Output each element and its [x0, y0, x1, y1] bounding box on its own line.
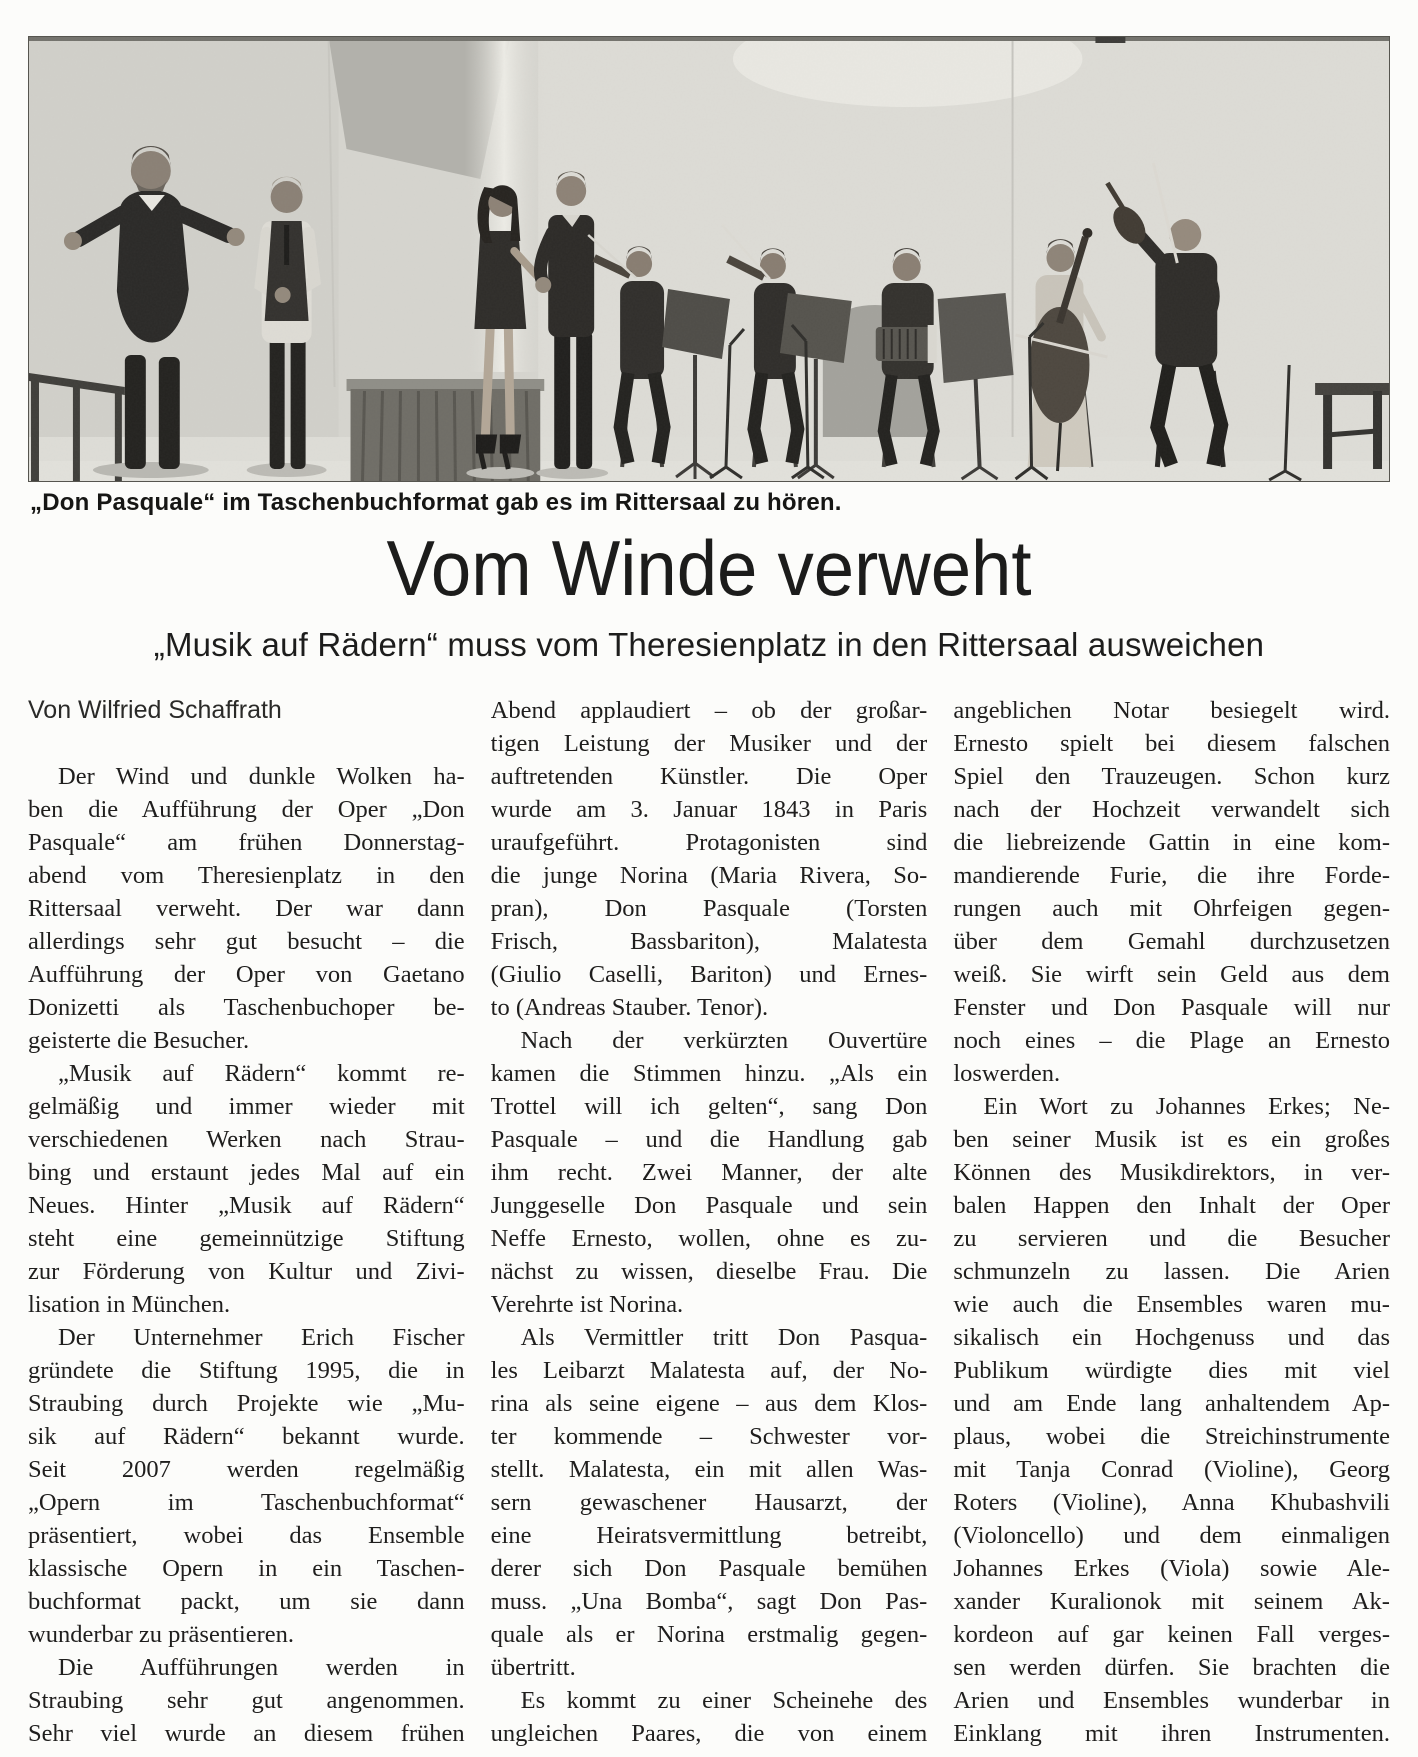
paragraph	[28, 1321, 465, 1651]
text-line: geisterte die Besucher.	[28, 1027, 250, 1054]
paragraph	[953, 694, 1390, 1090]
text-line: Junggeselle Don Pasquale und sein	[490, 1192, 928, 1219]
text-line: sikalisch ein Hochgenuss und das	[953, 1324, 1390, 1351]
text-line: Verehrte ist Norina.	[490, 1291, 684, 1318]
text-line: sik auf Rädern“ bekannt wurde.	[28, 1423, 465, 1450]
text-line: pran), Don Pasquale (Torsten	[490, 895, 928, 922]
text-line: Rittersaal verweht. Der war dann	[28, 895, 465, 922]
article-photo	[28, 36, 1390, 482]
text-line: Roters (Violine), Anna Khubashvili	[953, 1489, 1390, 1516]
text-line: Einklang mit ihren Instrumenten.	[953, 1720, 1390, 1747]
text-line: (Violoncello) und dem einmaligen	[953, 1522, 1390, 1549]
text-line: rungen auch mit Ohrfeigen gegen-	[953, 895, 1390, 922]
text-line: weiß. Sie wirft sein Geld aus dem	[953, 961, 1390, 988]
text-line: Trottel will ich gelten“, sang Don	[490, 1093, 928, 1120]
text-line: Können des Musikdirektors, in ver-	[953, 1159, 1390, 1186]
photo-caption: „Don Pasquale“ im Taschenbuchformat gab es im Rittersaal zu hören.	[30, 489, 842, 516]
text-line: Arien und Ensembles wunderbar in	[953, 1687, 1390, 1714]
paragraph	[491, 1321, 928, 1684]
text-line: derer sich Don Pasquale bemühen	[490, 1555, 928, 1582]
text-line: Als Vermittler tritt Don Pasqua-	[520, 1324, 928, 1351]
text-line: tigen Leistung der Musiker und der	[490, 730, 928, 757]
text-line: lisation in München.	[28, 1291, 231, 1318]
text-line: Frisch, Bassbariton), Malatesta	[490, 928, 928, 955]
text-line: eine Heiratsvermittlung betreibt,	[490, 1522, 928, 1549]
paragraph	[28, 1057, 465, 1321]
text-line: gelmäßig und immer wieder mit	[28, 1093, 465, 1120]
text-line: rina als seine eigene – aus dem Klos-	[490, 1390, 928, 1417]
text-line: ungleichen Paares, die von einem	[490, 1720, 928, 1747]
paragraph	[953, 1090, 1390, 1750]
text-line: mit Tanja Conrad (Violine), Georg	[953, 1456, 1390, 1483]
text-line: Der Wind und dunkle Wolken ha-	[58, 763, 465, 790]
text-line: Neffe Ernesto, wollen, ohne es zu-	[490, 1225, 928, 1252]
paragraph	[28, 1651, 465, 1750]
text-line: wunderbar zu präsentieren.	[28, 1621, 294, 1648]
text-line: plaus, wobei die Streichinstrumente	[953, 1423, 1390, 1450]
text-line: die liebreizende Gattin in eine kom-	[953, 829, 1390, 856]
paragraph	[491, 694, 928, 1024]
text-line: balen Happen den Inhalt der Oper	[953, 1192, 1390, 1219]
article-body	[28, 694, 1390, 1757]
text-line: wie auch die Ensembles waren mu-	[953, 1291, 1390, 1318]
text-line: Straubing durch Projekte wie „Mu-	[28, 1390, 465, 1417]
text-line: „Musik auf Rädern“ kommt re-	[58, 1060, 465, 1087]
text-line: uraufgeführt. Protagonisten sind	[490, 829, 928, 856]
text-line: Ein Wort zu Johannes Erkes; Ne-	[983, 1093, 1390, 1120]
text-line: sen werden dürfen. Sie brachten die	[953, 1654, 1390, 1681]
text-line: les Leibarzt Malatesta auf, der No-	[490, 1357, 928, 1384]
text-line: übertritt.	[490, 1654, 576, 1681]
text-line: Ernesto spielt bei diesem falschen	[953, 730, 1390, 757]
text-line: quale als er Norina erstmalig gegen-	[490, 1621, 928, 1648]
text-line: Fenster und Don Pasquale will nur	[953, 994, 1390, 1021]
text-line: loswerden.	[953, 1060, 1061, 1087]
text-line: Spiel den Trauzeugen. Schon kurz	[953, 763, 1390, 790]
byline	[28, 694, 465, 727]
paragraph	[28, 760, 465, 1057]
text-line: kordeon auf gar keinen Fall verges-	[953, 1621, 1390, 1648]
text-line: „Opern im Taschenbuchformat“	[28, 1489, 465, 1516]
text-line: xander Kuralionok mit seinem Ak-	[953, 1588, 1390, 1615]
text-line: Straubing sehr gut angenommen.	[28, 1687, 465, 1714]
text-line: nach der Hochzeit verwandelt sich	[953, 796, 1390, 823]
text-line: bing und erstaunt jedes Mal auf ein	[28, 1159, 465, 1186]
text-line: Publikum würdigte dies mit viel	[953, 1357, 1390, 1384]
text-line: angeblichen Notar besiegelt wird.	[953, 697, 1390, 724]
subheadline: „Musik auf Rädern“ muss vom Theresienplatz in den Rittersaal ausweichen	[153, 626, 1265, 663]
article-column-2	[491, 694, 928, 1757]
text-line: Es kommt zu einer Scheinehe des	[520, 1687, 928, 1714]
text-line: gründete die Stiftung 1995, die in	[28, 1357, 465, 1384]
text-line: und am Ende lang anhaltendem Ap-	[953, 1390, 1390, 1417]
text-line: ben seiner Musik ist es ein großes	[953, 1126, 1390, 1153]
text-line: klassische Opern in ein Taschen-	[28, 1555, 465, 1582]
text-line: Donizetti als Taschenbuchoper be-	[28, 994, 465, 1021]
paragraph	[491, 1684, 928, 1750]
text-line: Abend applaudiert – ob der großar-	[490, 697, 928, 724]
text-line: mandierende Furie, die ihre Forde-	[953, 862, 1390, 889]
text-line: über dem Gemahl durchzusetzen	[953, 928, 1390, 955]
headline: Vom Winde verweht	[386, 524, 1032, 612]
text-line: muss. „Una Bomba“, sagt Don Pas-	[490, 1588, 928, 1615]
text-line: ben die Aufführung der Oper „Don	[28, 796, 465, 823]
text-line: Sehr viel wurde an diesem frühen	[28, 1720, 465, 1747]
text-line: Nach der verkürzten Ouvertüre	[520, 1027, 928, 1054]
article-column-3	[953, 694, 1390, 1757]
scan-grain-overlay	[29, 37, 1389, 481]
text-line: buchformat packt, um sie dann	[28, 1588, 465, 1615]
text-line: abend vom Theresienplatz in den	[28, 862, 465, 889]
paragraph	[491, 1024, 928, 1321]
text-line: Von Wilfried Schaffrath	[28, 696, 282, 724]
text-line: schmunzeln zu lassen. Die Arien	[953, 1258, 1390, 1285]
text-line: Pasquale“ am frühen Donnerstag-	[28, 829, 465, 856]
text-line: kamen die Stimmen hinzu. „Als ein	[490, 1060, 928, 1087]
text-line: wurde am 3. Januar 1843 in Paris	[490, 796, 928, 823]
text-line: stellt. Malatesta, ein mit allen Was-	[490, 1456, 928, 1483]
text-line: Johannes Erkes (Viola) sowie Ale-	[953, 1555, 1390, 1582]
text-line: allerdings sehr gut besucht – die	[28, 928, 465, 955]
text-line: ter kommende – Schwester vor-	[490, 1423, 928, 1450]
text-line: Aufführung der Oper von Gaetano	[28, 961, 465, 988]
text-line: zur Förderung von Kultur und Zivi-	[28, 1258, 465, 1285]
text-line: die junge Norina (Maria Rivera, So-	[490, 862, 928, 889]
text-line: zu servieren und die Besucher	[953, 1225, 1390, 1252]
text-line: ihm recht. Zwei Manner, der alte	[490, 1159, 928, 1186]
text-line: verschiedenen Werken nach Strau-	[28, 1126, 465, 1153]
text-line: Der Unternehmer Erich Fischer	[58, 1324, 465, 1351]
text-line: (Giulio Caselli, Bariton) und Ernes-	[490, 961, 928, 988]
text-line: steht eine gemeinnützige Stiftung	[28, 1225, 465, 1252]
stage-photo-illustration	[29, 37, 1389, 481]
text-line: Die Aufführungen werden in	[58, 1654, 465, 1681]
text-line: nächst zu wissen, dieselbe Frau. Die	[490, 1258, 928, 1285]
text-line: Neues. Hinter „Musik auf Rädern“	[28, 1192, 465, 1219]
text-line: Pasquale – und die Handlung gab	[490, 1126, 928, 1153]
text-line: to (Andreas Stauber. Tenor).	[490, 994, 769, 1021]
article-column-1	[28, 694, 465, 1757]
text-line: noch eines – die Plage an Ernesto	[953, 1027, 1390, 1054]
text-line: Seit 2007 werden regelmäßig	[28, 1456, 465, 1483]
text-line: präsentiert, wobei das Ensemble	[28, 1522, 465, 1549]
text-line: auftretenden Künstler. Die Oper	[490, 763, 928, 790]
text-line: sern gewaschener Hausarzt, der	[490, 1489, 928, 1516]
